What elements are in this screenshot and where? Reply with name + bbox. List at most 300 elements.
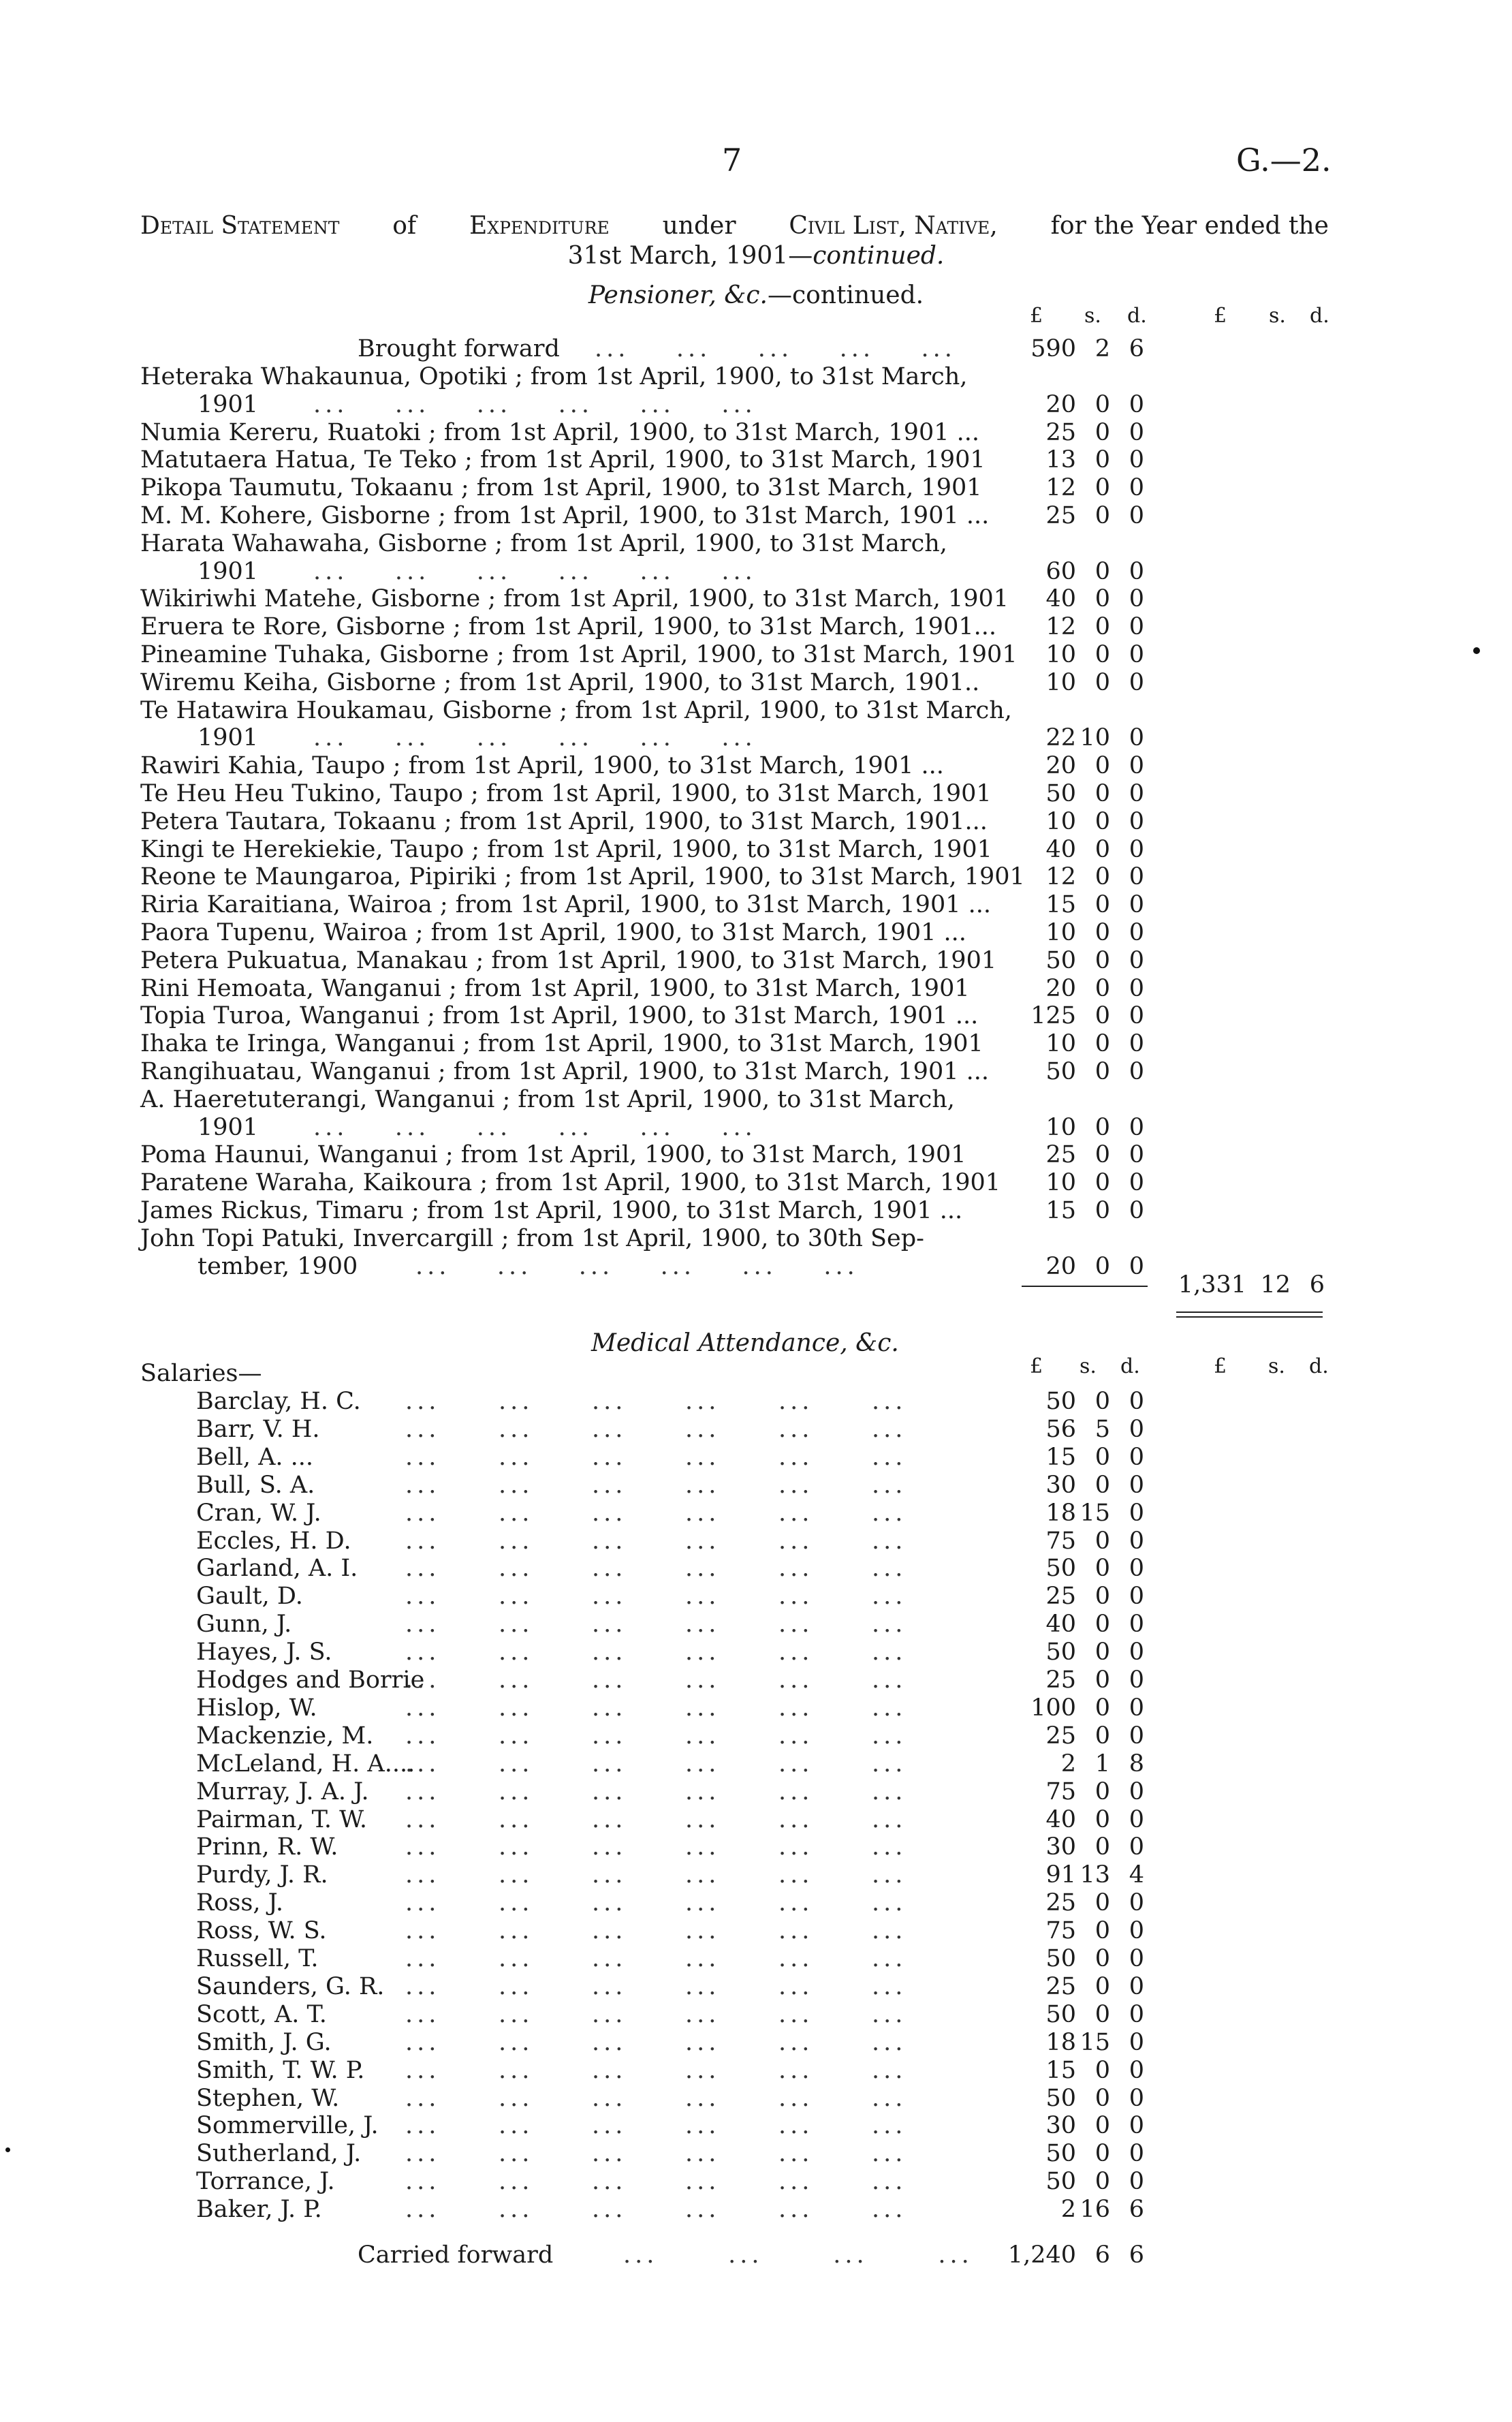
s2-total-header-pounds: £ [1214,1354,1227,1378]
pensioner-pence: 0 [1129,669,1144,696]
pensioner-pounds: 10 [1045,808,1076,835]
salary-pounds: 50 [1045,1555,1076,1582]
pensioner-line: Rawiri Kahia, Taupo ; from 1st April, 1900, to 31st March, 1901 ... [140,752,944,779]
salary-name: Gault, D. [196,1583,303,1610]
salary-pounds: 15 [1045,2057,1076,2084]
margin-mark-left [5,2147,10,2152]
salary-name: Pairman, T. W. [196,1806,368,1833]
title-word-1: Detail Statement [140,212,340,240]
salary-pounds: 25 [1045,1722,1076,1750]
pensioner-pence: 0 [1129,446,1144,473]
salary-pounds: 30 [1045,2112,1076,2139]
salary-pounds: 75 [1045,1917,1076,1944]
salary-leader: ... ... ... ... ... ... [405,1472,907,1499]
brought-forward-leader: ... ... ... ... ... [595,335,956,362]
brought-forward-pence: 6 [1129,335,1144,362]
s1-total-double-rule-top [1176,1311,1323,1313]
pensioner-line: Topia Turoa, Wanganui ; from 1st April, 1900, to 31st March, 1901 ... [140,1002,979,1029]
salary-name: Gunn, J. [196,1611,292,1638]
pensioner-line: Numia Kereru, Ruatoki ; from 1st April, 1900, to 31st March, 1901 ... [140,419,979,446]
salary-shillings: 0 [1094,2112,1110,2139]
s2-header-pence: d. [1120,1354,1140,1378]
salary-name: Barr, V. H. [196,1416,320,1443]
pensioner-line: M. M. Kohere, Gisborne ; from 1st April, 1900, to 31st March, 1901 ... [140,502,990,529]
salary-name: Barclay, H. C. [196,1388,361,1415]
pensioner-pounds: 10 [1045,1169,1076,1196]
pensioner-line: Ihaka te Iringa, Wanganui ; from 1st April, 1900, to 31st March, 1901 [140,1030,983,1057]
salary-pence: 0 [1129,1388,1144,1415]
salary-shillings: 0 [1094,1444,1110,1471]
pensioner-pounds: 22 [1045,724,1076,751]
s2-total-header-pence: d. [1309,1354,1329,1378]
pensioner-shillings: 0 [1094,419,1110,446]
pensioner-pounds: 10 [1045,1114,1076,1141]
salary-pounds: 18 [1045,2029,1076,2056]
pensioner-pence: 0 [1129,1030,1144,1057]
pensioner-pence: 0 [1129,1253,1144,1280]
s2-header-pounds: £ [1030,1354,1043,1378]
pensioner-shillings: 0 [1094,947,1110,974]
carried-forward-label: Carried forward [358,2241,554,2269]
pensioner-pounds: 15 [1045,1197,1076,1224]
pensioner-pounds: 10 [1045,641,1076,668]
salary-name: Stephen, W. [196,2085,340,2112]
salary-name: Murray, J. A. J. [196,1778,369,1805]
pensioner-shillings: 10 [1080,724,1110,751]
salary-pence: 0 [1129,2057,1144,2084]
document-subtitle [0,241,1512,271]
salary-leader: ... ... ... ... ... ... [405,1750,907,1777]
salary-pounds: 25 [1045,1973,1076,2000]
salary-name: Mackenzie, M. [196,1722,374,1750]
pensioner-pounds: 20 [1045,1253,1076,1280]
salary-pence: 0 [1129,2112,1144,2139]
salary-leader: ... ... ... ... ... ... [405,1973,907,2000]
pensioner-pence: 0 [1129,919,1144,946]
salary-pence: 0 [1129,1778,1144,1805]
salary-pence: 6 [1129,2196,1144,2223]
pensioner-shillings: 0 [1094,1030,1110,1057]
salary-leader: ... ... ... ... ... ... [405,1833,907,1861]
salary-pence: 0 [1129,1722,1144,1750]
salary-name: Smith, T. W. P. [196,2057,365,2084]
pensioner-line: Eruera te Rore, Gisborne ; from 1st April, 1900, to 31st March, 1901... [140,613,996,640]
salary-pounds: 100 [1030,1694,1076,1722]
pensioner-pounds: 25 [1045,419,1076,446]
s1-total-pence: 6 [1309,1271,1325,1299]
pensioner-line: 1901 [198,1114,259,1141]
section-pensioner-heading-plain: —continued. [767,281,924,309]
salary-shillings: 15 [1080,1500,1110,1527]
title-word-6: for the Year ended the [1050,212,1329,240]
salary-shillings: 0 [1094,1388,1110,1415]
salary-leader: ... ... ... ... ... ... [405,1917,907,1944]
salary-name: Purdy, J. R. [196,1861,328,1889]
pensioner-shillings: 0 [1094,391,1110,418]
pensioner-line: Wikiriwhi Matehe, Gisborne ; from 1st April, 1900, to 31st March, 1901 [140,585,1009,612]
salary-shillings: 0 [1094,2001,1110,2028]
pensioner-pence: 0 [1129,836,1144,863]
salary-pence: 0 [1129,1555,1144,1582]
carried-forward-shillings: 6 [1094,2241,1110,2269]
pensioner-pence: 0 [1129,1197,1144,1224]
pensioner-line: 1901 [198,391,259,418]
pensioner-shillings: 0 [1094,808,1110,835]
pensioner-pence: 0 [1129,502,1144,529]
salary-pounds: 25 [1045,1889,1076,1916]
salary-leader: ... ... ... ... ... ... [405,2112,907,2139]
salary-leader: ... ... ... ... ... ... [405,2029,907,2056]
salary-shillings: 0 [1094,1694,1110,1722]
pensioner-line: 1901 [198,558,259,585]
salary-leader: ... ... ... ... ... ... [405,1806,907,1833]
salary-name: Cran, W. J. [196,1500,321,1527]
salary-leader: ... ... ... ... ... ... [405,1694,907,1722]
s1-header-shillings: s. [1084,304,1101,328]
pensioner-pence: 0 [1129,752,1144,779]
salary-pence: 0 [1129,1889,1144,1916]
pensioner-shillings: 0 [1094,1002,1110,1029]
pensioner-pence: 0 [1129,1141,1144,1168]
pensioner-line: Pikopa Taumutu, Tokaanu ; from 1st April, 1900, to 31st March, 1901 [140,474,982,501]
s2-total-header-shillings: s. [1268,1354,1285,1378]
salary-pence: 0 [1129,1527,1144,1555]
pensioner-pence: 0 [1129,585,1144,612]
salary-leader: ... ... ... ... ... ... [405,1500,907,1527]
salary-pounds: 50 [1045,1388,1076,1415]
s1-total-header-pence: d. [1310,304,1329,328]
pensioner-shillings: 0 [1094,641,1110,668]
salary-pounds: 75 [1045,1527,1076,1555]
document-code: G.—2. [1236,142,1332,178]
pensioner-pence: 0 [1129,1002,1144,1029]
salary-shillings: 5 [1094,1416,1110,1443]
pensioner-line: 1901 [198,724,259,751]
salary-name: Torrance, J. [196,2168,335,2195]
salary-leader: ... ... ... ... ... ... [405,2196,907,2223]
brought-forward-shillings: 2 [1094,335,1110,362]
pensioner-shillings: 0 [1094,1114,1110,1141]
brought-forward-pounds: 590 [1030,335,1076,362]
salary-name: Prinn, R. W. [196,1833,338,1861]
s1-total-pounds: 1,331 [1178,1271,1246,1299]
salary-name: Garland, A. I. [196,1555,358,1582]
section-medical-heading: Medical Attendance, &c. [591,1329,899,1357]
title-word-4: under [662,212,736,240]
pensioner-line: Kingi te Herekiekie, Taupo ; from 1st April, 1900, to 31st March, 1901 [140,836,992,863]
salary-pence: 0 [1129,1917,1144,1944]
salary-shillings: 0 [1094,1889,1110,1916]
salary-pence: 0 [1129,1639,1144,1666]
salary-pence: 8 [1129,1750,1144,1777]
pensioner-shillings: 0 [1094,669,1110,696]
pensioner-pounds: 25 [1045,1141,1076,1168]
salary-leader: ... ... ... ... ... ... [405,1388,907,1415]
pensioner-line: Poma Haunui, Wanganui ; from 1st April, 1900, to 31st March, 1901 [140,1141,966,1168]
pensioner-leader: ... ... ... ... ... ... [313,391,757,418]
pensioner-pence: 0 [1129,891,1144,918]
salary-shillings: 0 [1094,2085,1110,2112]
salary-name: Scott, A. T. [196,2001,327,2028]
subtitle-date: 31st March, 1901— [567,242,813,270]
salary-shillings: 13 [1080,1861,1110,1889]
title-word-3: Expenditure [469,212,610,240]
pensioner-shillings: 0 [1094,558,1110,585]
pensioner-line: tember, 1900 [198,1253,358,1280]
section-pensioner-heading-italic: Pensioner, &c. [588,281,768,309]
pensioner-pounds: 50 [1045,1058,1076,1085]
pensioner-line: Riria Karaitiana, Wairoa ; from 1st April, 1900, to 31st March, 1901 ... [140,891,991,918]
salary-name: Baker, J. P. [196,2196,322,2223]
salary-pence: 0 [1129,1500,1144,1527]
pensioner-line: Heteraka Whakaunua, Opotiki ; from 1st April, 1900, to 31st March, [140,363,968,390]
salary-pence: 0 [1129,1444,1144,1471]
pensioner-pounds: 40 [1045,585,1076,612]
pensioner-pence: 0 [1129,947,1144,974]
pensioner-line: Rini Hemoata, Wanganui ; from 1st April, 1900, to 31st March, 1901 [140,975,970,1002]
s1-total-header-pounds: £ [1214,304,1227,328]
salary-name: Ross, J. [196,1889,284,1916]
salary-pounds: 50 [1045,2140,1076,2167]
salary-pounds: 30 [1045,1833,1076,1861]
brought-forward-label: Brought forward [358,335,560,362]
pensioner-shillings: 0 [1094,752,1110,779]
salary-pounds: 56 [1045,1416,1076,1443]
salary-shillings: 0 [1094,1778,1110,1805]
pensioner-line: Petera Tautara, Tokaanu ; from 1st April, 1900, to 31st March, 1901... [140,808,988,835]
pensioner-pence: 0 [1129,1169,1144,1196]
pensioner-shillings: 0 [1094,1141,1110,1168]
salary-shillings: 0 [1094,1945,1110,1972]
salary-name: Smith, J. G. [196,2029,332,2056]
salary-shillings: 1 [1094,1750,1110,1777]
document-title [140,211,1329,241]
salary-pence: 0 [1129,2001,1144,2028]
salary-pence: 0 [1129,1973,1144,2000]
pensioner-pence: 0 [1129,474,1144,501]
salary-leader: ... ... ... ... ... ... [405,1639,907,1666]
salary-leader: ... ... ... ... ... ... [405,2085,907,2112]
pensioner-pence: 0 [1129,724,1144,751]
salary-leader: ... ... ... ... ... ... [405,1889,907,1916]
salary-name: Ross, W. S. [196,1917,327,1944]
salary-leader: ... ... ... ... ... ... [405,1666,907,1694]
pensioner-pence: 0 [1129,975,1144,1002]
pensioner-pence: 0 [1129,863,1144,890]
carried-forward-pounds: 1,240 [1007,2241,1076,2269]
pensioner-shillings: 0 [1094,1058,1110,1085]
pensioner-line: Rangihuatau, Wanganui ; from 1st April, 1900, to 31st March, 1901 ... [140,1058,989,1085]
pensioner-pounds: 60 [1045,558,1076,585]
pensioner-line: James Rickus, Timaru ; from 1st April, 1900, to 31st March, 1901 ... [140,1197,963,1224]
salary-name: Hayes, J. S. [196,1639,332,1666]
salary-pence: 4 [1129,1861,1144,1889]
salary-pounds: 2 [1060,2196,1076,2223]
s1-total-shillings: 12 [1260,1271,1291,1299]
salary-name: Hodges and Borrie [196,1666,425,1694]
salary-shillings: 0 [1094,1806,1110,1833]
salary-pence: 0 [1129,1611,1144,1638]
pensioner-pence: 0 [1129,419,1144,446]
pensioner-line: Reone te Maungaroa, Pipiriki ; from 1st April, 1900, to 31st March, 1901 [140,863,1025,890]
salary-pounds: 25 [1045,1583,1076,1610]
salary-name: Bull, S. A. [196,1472,315,1499]
salary-leader: ... ... ... ... ... ... [405,1583,907,1610]
salary-shillings: 0 [1094,1472,1110,1499]
salary-pounds: 91 [1045,1861,1076,1889]
pensioner-shillings: 0 [1094,975,1110,1002]
salary-shillings: 0 [1094,1555,1110,1582]
salary-pounds: 25 [1045,1666,1076,1694]
salary-pounds: 75 [1045,1778,1076,1805]
salary-leader: ... ... ... ... ... ... [405,1861,907,1889]
salary-name: Hislop, W. [196,1694,317,1722]
salary-shillings: 0 [1094,1833,1110,1861]
pensioner-line: Paora Tupenu, Wairoa ; from 1st April, 1900, to 31st March, 1901 ... [140,919,966,946]
salary-leader: ... ... ... ... ... ... [405,1722,907,1750]
salary-pounds: 40 [1045,1806,1076,1833]
carried-forward-leader: ... ... ... ... [623,2241,973,2269]
pensioner-leader: ... ... ... ... ... ... [313,1114,757,1141]
salary-shillings: 0 [1094,1666,1110,1694]
salary-shillings: 0 [1094,1722,1110,1750]
pensioner-shillings: 0 [1094,502,1110,529]
s1-total-double-rule-bottom [1176,1316,1323,1318]
pensioner-leader: ... ... ... ... ... ... [415,1253,859,1280]
salary-pounds: 50 [1045,2085,1076,2112]
salary-shillings: 0 [1094,2168,1110,2195]
pensioner-pounds: 50 [1045,947,1076,974]
salary-pence: 0 [1129,1833,1144,1861]
salary-pounds: 50 [1045,1639,1076,1666]
pensioner-pounds: 50 [1045,780,1076,807]
pensioner-pounds: 40 [1045,836,1076,863]
pensioner-pounds: 25 [1045,502,1076,529]
pensioner-pounds: 12 [1045,863,1076,890]
salary-name: McLeland, H. A.... [196,1750,415,1777]
pensioner-line: Te Hatawira Houkamau, Gisborne ; from 1st April, 1900, to 31st March, [140,697,1012,724]
salary-leader: ... ... ... ... ... ... [405,1527,907,1555]
salary-leader: ... ... ... ... ... ... [405,2140,907,2167]
s1-header-pounds: £ [1030,304,1043,328]
pensioner-pounds: 125 [1030,1002,1076,1029]
salary-shillings: 0 [1094,1917,1110,1944]
pensioner-shillings: 0 [1094,836,1110,863]
carried-forward-pence: 6 [1129,2241,1144,2269]
salary-pence: 0 [1129,1806,1144,1833]
pensioner-shillings: 0 [1094,780,1110,807]
title-word-2: of [392,212,417,240]
pensioner-pounds: 15 [1045,891,1076,918]
pensioner-shillings: 0 [1094,919,1110,946]
salary-leader: ... ... ... ... ... ... [405,1555,907,1582]
salary-leader: ... ... ... ... ... ... [405,2001,907,2028]
salary-name: Bell, A. ... [196,1444,313,1471]
pensioner-shillings: 0 [1094,1197,1110,1224]
salary-pence: 0 [1129,1472,1144,1499]
pensioner-pounds: 10 [1045,669,1076,696]
pensioner-pence: 0 [1129,1058,1144,1085]
salary-leader: ... ... ... ... ... ... [405,1945,907,1972]
margin-mark-right [1473,647,1480,654]
pensioner-line: John Topi Patuki, Invercargill ; from 1st April, 1900, to 30th Sep- [140,1225,924,1252]
salary-name: Sommerville, J. [196,2112,379,2139]
salaries-label: Salaries— [140,1360,262,1387]
pensioner-line: Harata Wahawaha, Gisborne ; from 1st April, 1900, to 31st March, [140,530,947,557]
pensioner-pounds: 20 [1045,975,1076,1002]
salary-pence: 0 [1129,2029,1144,2056]
s1-total-header-shillings: s. [1269,304,1286,328]
salary-pounds: 2 [1060,1750,1076,1777]
salary-name: Russell, T. [196,1945,319,1972]
pensioner-pounds: 10 [1045,1030,1076,1057]
salary-pounds: 18 [1045,1500,1076,1527]
pensioner-pence: 0 [1129,558,1144,585]
pensioner-line: Matutaera Hatua, Te Teko ; from 1st April, 1900, to 31st March, 1901 [140,446,986,473]
pensioner-leader: ... ... ... ... ... ... [313,724,757,751]
pensioner-line: Wiremu Keiha, Gisborne ; from 1st April, 1900, to 31st March, 1901.. [140,669,980,696]
pensioner-pounds: 12 [1045,613,1076,640]
salary-pence: 0 [1129,1945,1144,1972]
salary-shillings: 0 [1094,2057,1110,2084]
pensioner-pounds: 20 [1045,752,1076,779]
pensioner-pence: 0 [1129,613,1144,640]
salary-pence: 0 [1129,2140,1144,2167]
salary-shillings: 0 [1094,2140,1110,2167]
salary-pounds: 50 [1045,2168,1076,2195]
pensioner-line: Pineamine Tuhaka, Gisborne ; from 1st April, 1900, to 31st March, 1901 [140,641,1018,668]
salary-pounds: 15 [1045,1444,1076,1471]
salary-shillings: 0 [1094,1583,1110,1610]
pensioner-pounds: 13 [1045,446,1076,473]
salary-pence: 0 [1129,1694,1144,1722]
page-number: 7 [722,142,742,178]
pensioner-leader: ... ... ... ... ... ... [313,558,757,585]
pensioner-shillings: 0 [1094,1253,1110,1280]
salary-name: Sutherland, J. [196,2140,362,2167]
salary-shillings: 0 [1094,1611,1110,1638]
salary-pence: 0 [1129,1416,1144,1443]
pensioner-pence: 0 [1129,391,1144,418]
s1-header-pence: d. [1127,304,1147,328]
salary-leader: ... ... ... ... ... ... [405,2057,907,2084]
salary-shillings: 0 [1094,1527,1110,1555]
pensioner-line: Petera Pukuatua, Manakau ; from 1st April, 1900, to 31st March, 1901 [140,947,997,974]
pensioner-line: Te Heu Heu Tukino, Taupo ; from 1st April, 1900, to 31st March, 1901 [140,780,992,807]
salary-shillings: 0 [1094,1973,1110,2000]
salary-pounds: 40 [1045,1611,1076,1638]
pensioner-shillings: 0 [1094,863,1110,890]
pensioner-line: A. Haeretuterangi, Wanganui ; from 1st April, 1900, to 31st March, [140,1086,955,1113]
salary-pence: 0 [1129,2168,1144,2195]
salary-name: Eccles, H. D. [196,1527,351,1555]
pensioner-pounds: 20 [1045,391,1076,418]
subtitle-continued: continued. [813,242,945,270]
salary-shillings: 0 [1094,1639,1110,1666]
salary-pence: 0 [1129,1583,1144,1610]
pensioner-shillings: 0 [1094,585,1110,612]
salary-name: Saunders, G. R. [196,1973,385,2000]
salary-leader: ... ... ... ... ... ... [405,1778,907,1805]
pensioner-shillings: 0 [1094,891,1110,918]
pensioner-shillings: 0 [1094,474,1110,501]
salary-leader: ... ... ... ... ... ... [405,2168,907,2195]
salary-shillings: 16 [1080,2196,1110,2223]
pensioner-shillings: 0 [1094,1169,1110,1196]
salary-pounds: 50 [1045,2001,1076,2028]
salary-pounds: 50 [1045,1945,1076,1972]
salary-leader: ... ... ... ... ... ... [405,1611,907,1638]
